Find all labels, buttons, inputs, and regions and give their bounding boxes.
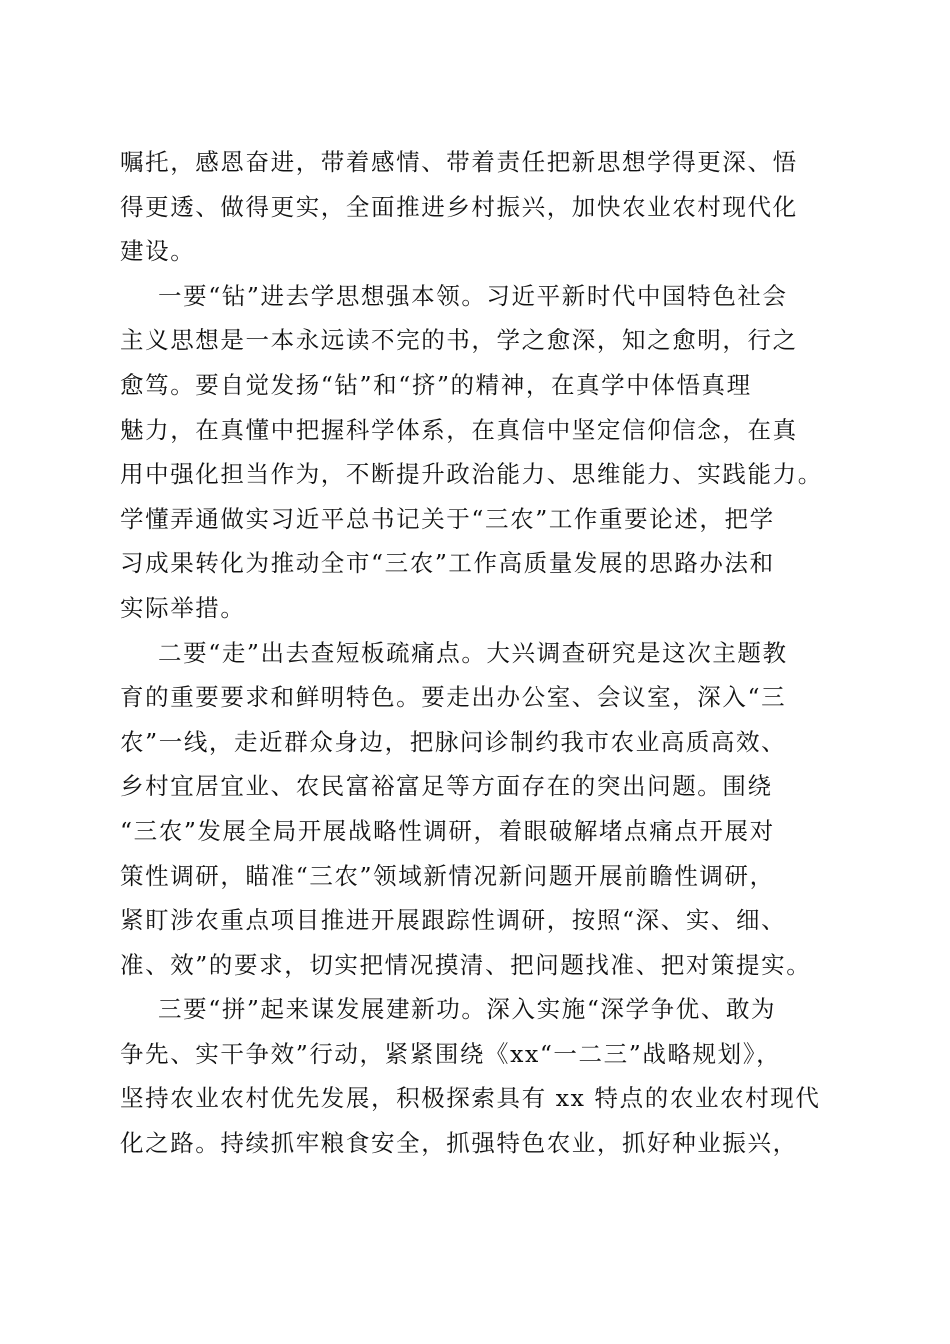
text-line: 得更透、做得更实，全面推进乡村振兴，加快农业农村现代化: [120, 192, 798, 221]
text-line: 实际举措。: [120, 593, 246, 622]
paragraph-2-first-line: 二要“走”出去查短板疏痛点。大兴调查研究是这次主题教: [158, 638, 788, 667]
text-line: “三农”发展全局开展战略性调研，着眼破解堵点痛点开展对: [120, 816, 775, 845]
text-line: 化之路。持续抓牢粮食安全，抓强特色农业，抓好种业振兴，: [120, 1129, 798, 1158]
paragraph-3-first-line: 三要“拼”起来谋发展建新功。深入实施“深学争优、敢为: [158, 995, 777, 1024]
text-line: 乡村宜居宜业、农民富裕富足等方面存在的突出问题。围绕: [120, 772, 773, 801]
paragraph-1-first-line: 一要“钻”进去学思想强本领。习近平新时代中国特色社会: [158, 281, 788, 310]
text-line: 学懂弄通做实习近平总书记关于“三农”工作重要论述，把学: [120, 504, 775, 533]
text-line: 准、效”的要求，切实把情况摸清、把问题找准、把对策提实。: [120, 950, 812, 979]
text-line: 策性调研，瞄准“三农”领域新情况新问题开展前瞻性调研，: [120, 861, 775, 890]
text-line: 育的重要要求和鲜明特色。要走出办公室、会议室，深入“三: [120, 683, 787, 712]
text-line: 建设。: [120, 237, 196, 266]
text-line: 主义思想是一本永远读不完的书，学之愈深，知之愈明，行之: [120, 326, 798, 355]
text-line: 紧盯涉农重点项目推进开展跟踪性调研，按照“深、实、细、: [120, 906, 787, 935]
text-line: 习成果转化为推动全市“三农”工作高质量发展的思路办法和: [120, 549, 775, 578]
text-line: 争先、实干争效”行动，紧紧围绕《xx“一二三”战略规划》，: [120, 1039, 782, 1068]
document-body: [120, 140, 832, 1166]
text-line: 魅力，在真懂中把握科学体系，在真信中坚定信仰信念，在真: [120, 415, 798, 444]
text-line: 农”一线，走近群众身边，把脉问诊制约我市农业高质高效、: [120, 727, 787, 756]
text-line: 坚持农业农村优先发展，积极探索具有 xx 特点的农业农村现代: [120, 1084, 821, 1113]
text-line: 嘱托，感恩奋进，带着感情、带着责任把新思想学得更深、悟: [120, 148, 798, 176]
text-line: 用中强化担当作为，不断提升政治能力、思维能力、实践能力。: [120, 460, 823, 489]
text-line: 愈笃。要自觉发扬“钻”和“挤”的精神，在真学中体悟真理: [120, 370, 752, 399]
